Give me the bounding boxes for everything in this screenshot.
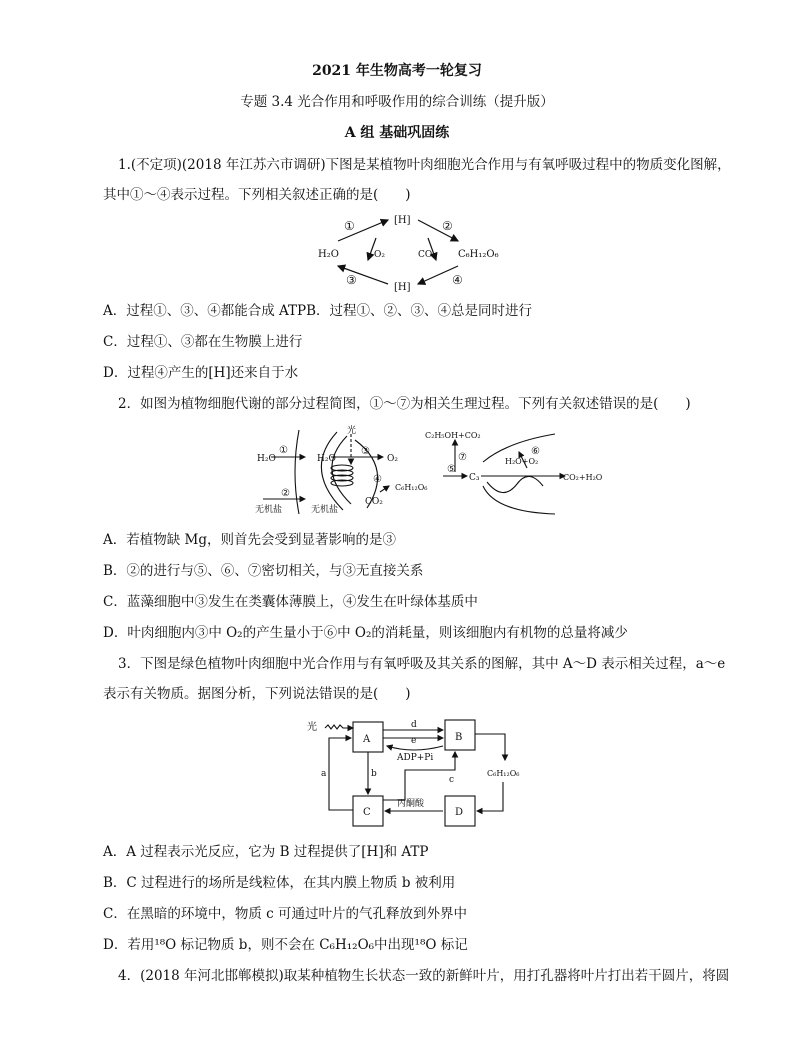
q3-pyruvate: 丙酮酸 [397, 799, 425, 809]
q2-stem: 2．如图为植物细胞代谢的部分过程简图，①～⑦为相关生理过程。下列有关叙述错误的是( ) [118, 396, 691, 412]
document-subtitle: 专题 3.4 光合作用和呼吸作用的综合训练（提升版） [240, 94, 554, 110]
q3-label-a: A [363, 734, 371, 745]
q3-process-diagram [305, 714, 545, 830]
q3-label-b: B [455, 732, 463, 743]
q1-h-bottom: [H] [394, 282, 411, 293]
group-heading: A 组 基础巩固练 [344, 125, 450, 141]
q1-cycle-diagram [310, 208, 520, 294]
q2-step2: ② [281, 488, 290, 499]
q1-h2o: H₂O [318, 249, 339, 260]
q3-mat-e: e [411, 736, 417, 746]
q3-label-d: D [455, 807, 464, 818]
q2-glucose: C₆H₁₂O₆ [395, 483, 428, 492]
q2-light: 光 [347, 426, 357, 436]
q2-h2o-mid: H₂O [317, 454, 336, 464]
q1-option-c: C．过程①、③都在生物膜上进行 [103, 334, 303, 350]
q2-option-a: A．若植物缺 Mg，则首先会受到显著影响的是③ [103, 532, 397, 548]
q1-co2: CO₂ [418, 250, 436, 260]
q2-step4: ④ [373, 474, 382, 485]
q2-h2o-left: H₂O [257, 454, 276, 464]
q3-option-a: A．A 过程表示光反应，它为 B 过程提供了[H]和 ATP [103, 844, 429, 860]
q3-mat-b: b [371, 769, 377, 779]
q3-option-c: C．在黑暗的环境中，物质 c 可通过叶片的气孔释放到外界中 [103, 906, 467, 922]
q3-mat-d: d [411, 720, 417, 730]
q2-h2o-o2: H₂O+O₂ [505, 457, 539, 466]
q1-stem-line2: 其中①～④表示过程。下列相关叙述正确的是( ) [103, 187, 411, 203]
q4-stem: 4．(2018 年河北邯郸模拟)取某种植物生长状态一致的新鲜叶片，用打孔器将叶片打出若干圆片，将圆 [118, 968, 730, 984]
q1-step1: ① [344, 219, 355, 233]
q2-salt-left: 无机盐 [255, 505, 283, 515]
q2-step7: ⑦ [458, 452, 467, 463]
q2-metabolism-diagram [255, 424, 603, 516]
q1-option-a: A．过程①、③、④都能合成 ATPB．过程①、②、③、④总是同时进行 [103, 303, 533, 319]
q2-co2: CO₂ [365, 497, 383, 507]
q3-option-d: D．若用¹⁸O 标记物质 b，则不会在 C₆H₁₂O₆中出现¹⁸O 标记 [103, 937, 468, 953]
q2-o2: O₂ [387, 454, 398, 464]
q3-mat-a: a [321, 769, 327, 779]
q3-option-b: B．C 过程进行的场所是线粒体，在其内膜上物质 b 被利用 [103, 875, 456, 891]
q1-option-d: D．过程④产生的[H]还来自于水 [103, 365, 299, 381]
q3-label-c: C [363, 807, 371, 818]
q2-step1: ① [279, 445, 288, 456]
q3-mat-c: c [449, 775, 455, 785]
q1-step2: ② [442, 219, 453, 233]
q2-ethanol: C₂H₅OH+CO₂ [425, 431, 481, 440]
q1-step3: ③ [346, 273, 357, 287]
q1-h-top: [H] [394, 215, 411, 226]
q2-step3: ③ [361, 446, 370, 457]
q2-salt-right: 无机盐 [311, 505, 339, 515]
q3-stem-line1: 3．下图是绿色植物叶肉细胞中光合作用与有氧呼吸及其关系的图解，其中 A～D 表示相关过程，a～e [118, 656, 726, 672]
q2-option-b: B．②的进行与⑤、⑥、⑦密切相关，与③无直接关系 [103, 563, 424, 579]
document-title: 2021 年生物高考一轮复习 [312, 63, 482, 79]
q1-glucose: C₆H₁₂O₆ [458, 249, 499, 260]
q1-o2: O₂ [374, 250, 385, 260]
q3-adp: ADP+Pi [397, 753, 434, 763]
q3-stem-line2: 表示有关物质。据图分析，下列说法错误的是( ) [103, 686, 411, 702]
q2-step5: ⑤ [447, 464, 456, 475]
q2-c3: C₃ [469, 473, 480, 483]
q2-step6: ⑥ [531, 446, 540, 457]
q2-option-d: D．叶肉细胞内③中 O₂的产生量小于⑥中 O₂的消耗量，则该细胞内有机物的总量将减少 [103, 625, 628, 641]
q2-co2-h2o: CO₂+H₂O [563, 473, 603, 482]
q3-glucose: C₆H₁₂O₆ [487, 769, 520, 778]
q1-step4: ④ [452, 273, 463, 287]
q2-option-c: C．蓝藻细胞中③发生在类囊体薄膜上，④发生在叶绿体基质中 [103, 594, 478, 610]
q1-stem-line1: 1.(不定项)(2018 年江苏六市调研)下图是某植物叶肉细胞光合作用与有氧呼吸过程中的物质变化图解， [118, 157, 731, 173]
q3-light: 光 [307, 722, 317, 733]
